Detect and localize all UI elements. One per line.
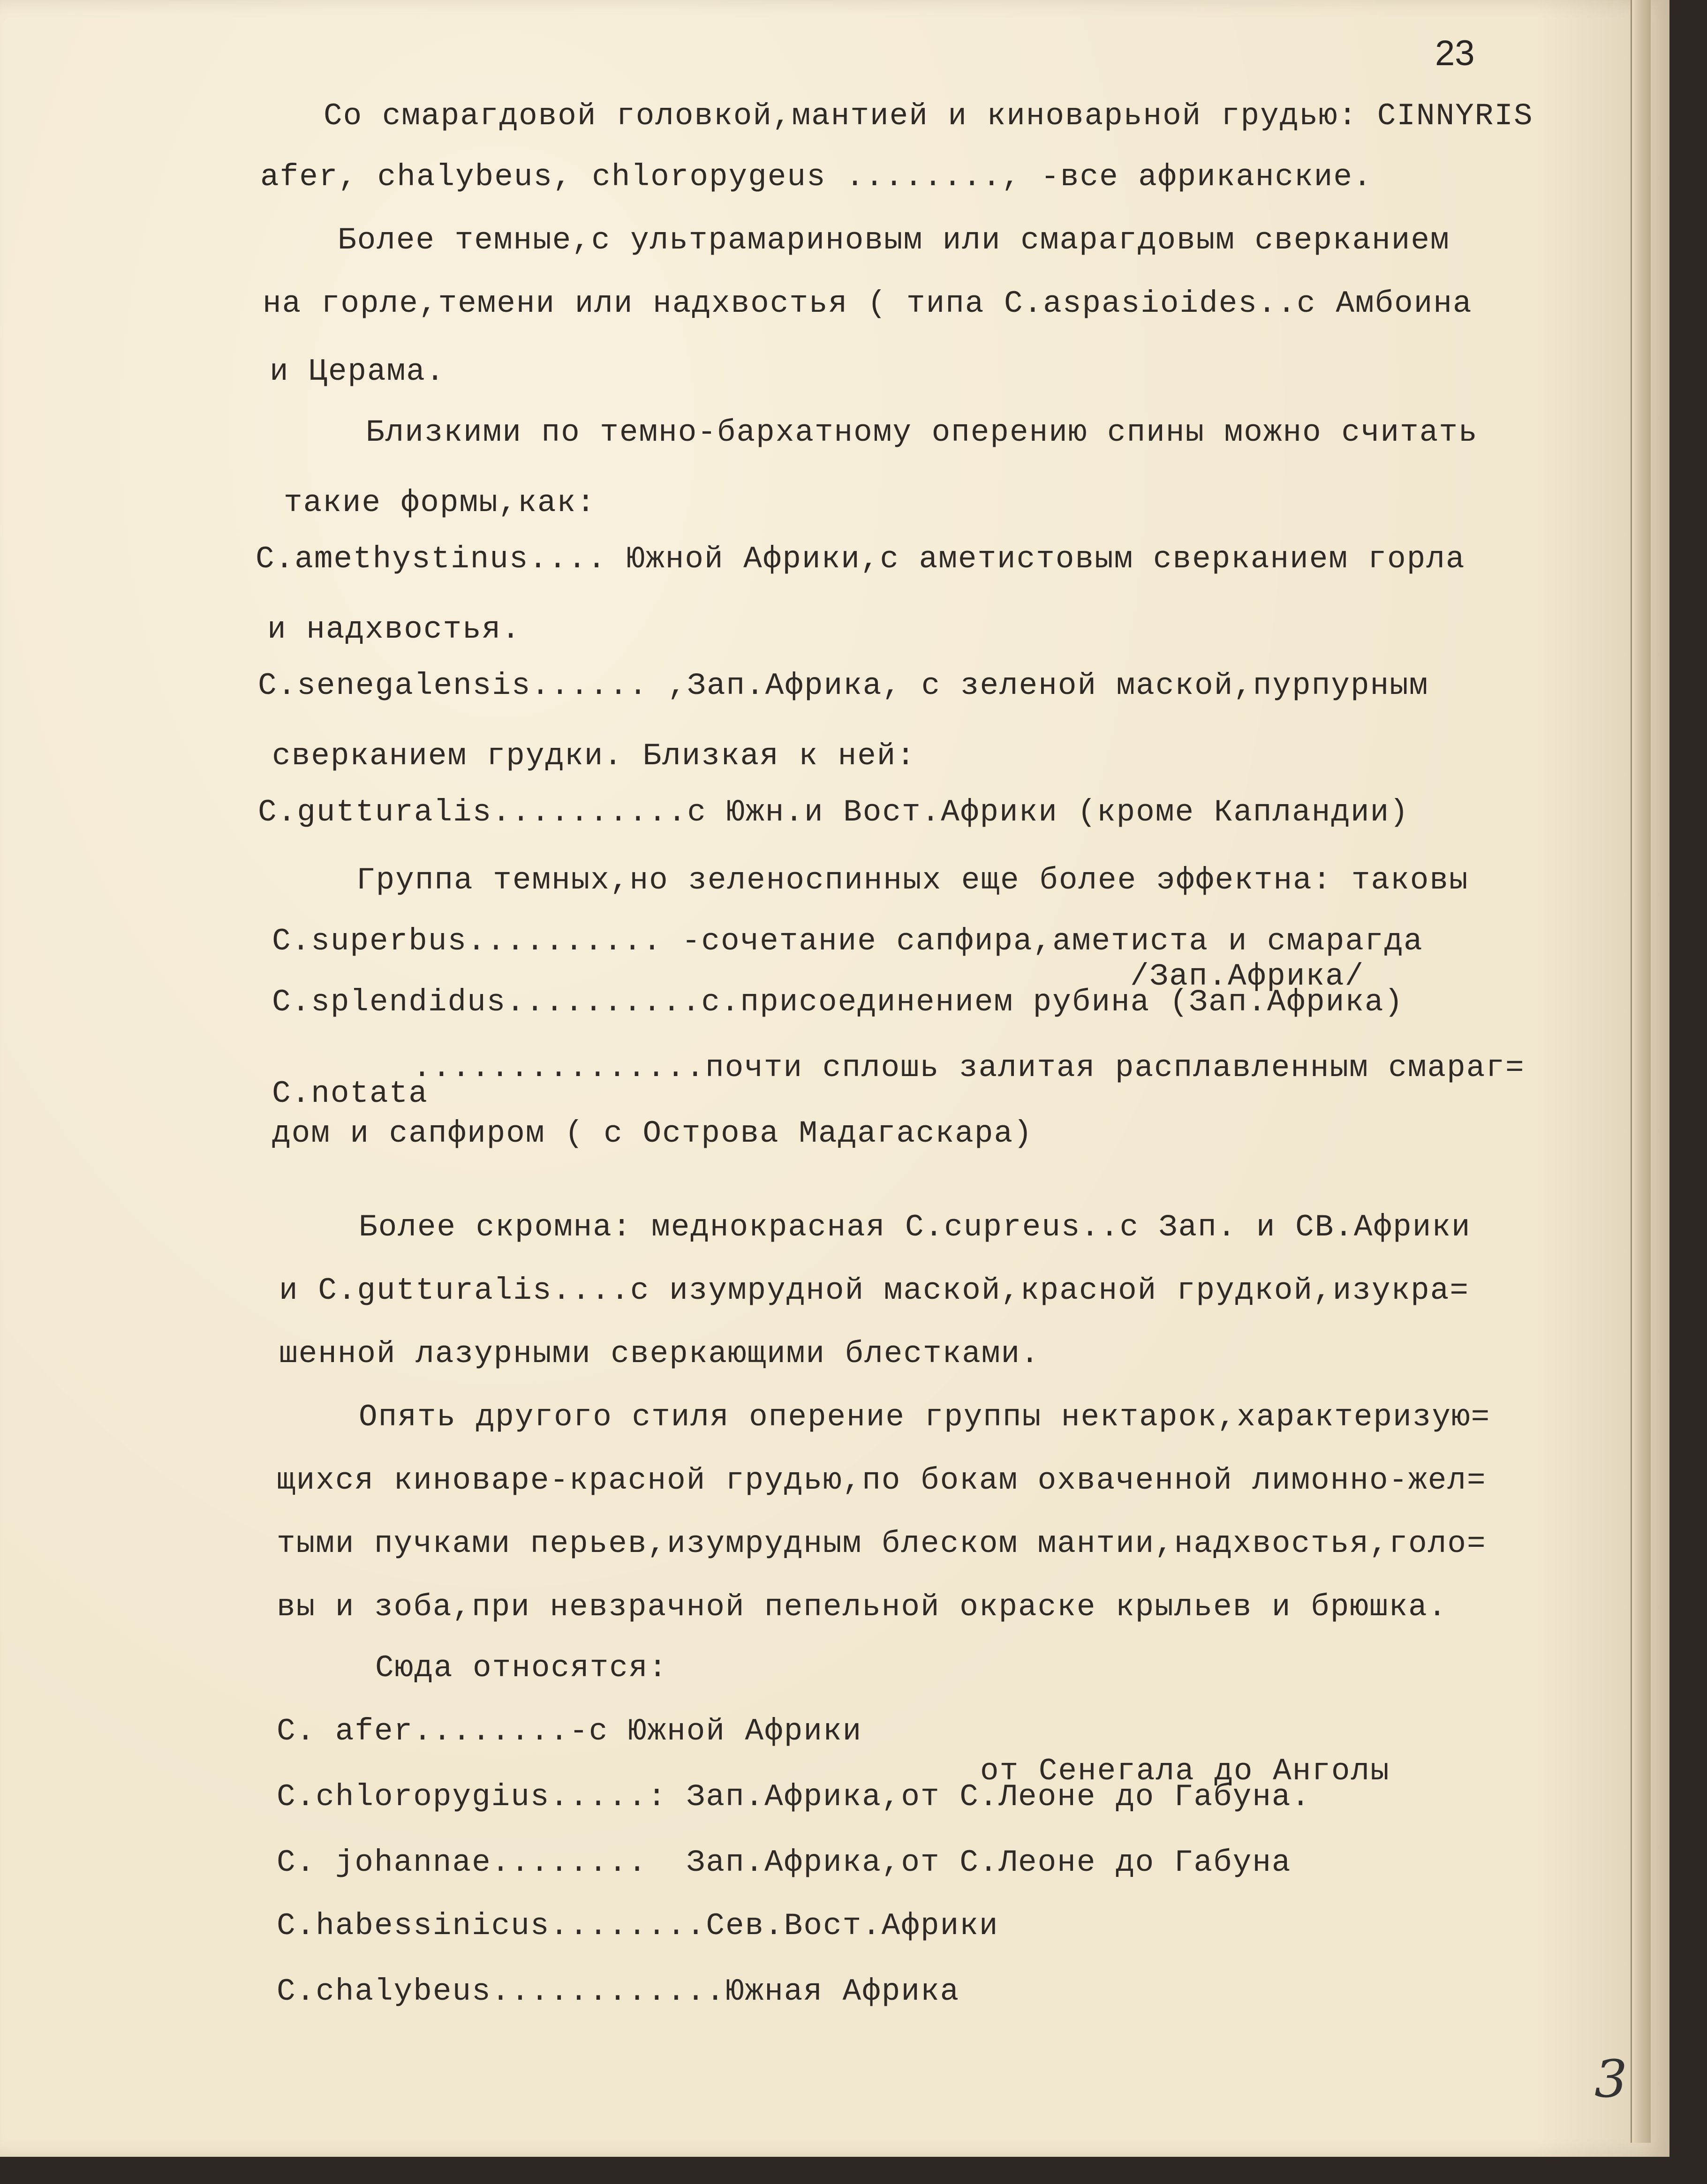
text-line: вы и зоба,при невзрачной пепельной окраске крыльев и брюшка.: [277, 1589, 1448, 1625]
text-line: Опять другого стиля оперение группы нектарок,характеризую=: [359, 1400, 1491, 1435]
text-line: C.chloropygius.....: Зап.Африка,от С.Леоне до Габуна.: [277, 1779, 1311, 1815]
text-line: и надхвостья.: [267, 612, 521, 647]
text-line: Сюда относятся:: [375, 1650, 668, 1686]
text-line: и Церама.: [270, 354, 446, 389]
text-line: C.superbus.......... -сочетание сапфира,аметиста и смарагда: [272, 924, 1423, 959]
text-line: afer, chalybeus, chloropygeus ........, -все африканские.: [260, 159, 1373, 195]
text-line: Более темные,с ультрамариновым или смарагдовым сверканием: [338, 223, 1450, 258]
text-line: C.chalybeus............Южная Африка: [277, 1974, 960, 2009]
text-line: шенной лазурными сверкающими блестками.: [279, 1336, 1040, 1371]
text-line: сверканием грудки. Близкая к ней:: [272, 738, 916, 774]
text-line: щихся киноваре-красной грудью,по бокам охваченной лимонно-жел=: [277, 1463, 1487, 1498]
text-line: Группа темных,но зеленоспинных еще более эффектна: таковы: [356, 863, 1469, 898]
folio-mark: 3: [1594, 2049, 1627, 2109]
text-line: /Зап.Африка/: [1130, 959, 1365, 994]
text-line: такие формы,как:: [284, 485, 596, 520]
text-line: на горле,темени или надхвостья ( типа C.aspasioides..с Амбоина: [263, 286, 1473, 321]
text-line: тыми пучками перьев,изумрудным блеском мантии,надхвостья,голо=: [277, 1526, 1487, 1561]
text-line: C. afer........-с Южной Африки: [277, 1714, 862, 1749]
text-line: C.notata: [272, 1076, 428, 1111]
text-line: C.amethystinus.... Южной Африки,с аметистовым сверканием горла: [256, 542, 1465, 577]
text-line: Со смарагдовой головкой,мантией и киноварьной грудью: CINNYRIS: [324, 98, 1533, 134]
text-line: C.senegalensis...... ,Зап.Африка, с зеленой маской,пурпурным: [258, 668, 1429, 703]
text-line: ...............почти сплошь залитая расплавленным смараг=: [413, 1050, 1525, 1085]
text-line: Более скромна: меднокрасная C.cupreus..с Зап. и СВ.Африки: [359, 1210, 1471, 1245]
text-line: и C.gutturalis....с изумрудной маской,красной грудкой,изукра=: [279, 1273, 1469, 1308]
text-line: C.splendidus..........с.присоединением рубина (Зап.Африка): [272, 985, 1404, 1020]
text-line: от Сенегала до Анголы: [980, 1754, 1390, 1789]
text-line: C.gutturalis..........с Южн.и Вост.Африки (кроме Капландии): [258, 795, 1409, 830]
text-line: дом и сапфиром ( с Острова Мадагаскара): [272, 1116, 1033, 1151]
text-line: Близкими по темно-бархатному оперению спины можно считать: [366, 415, 1478, 450]
text-line: C. johannae........ Зап.Африка,от С.Леоне до Габуна: [277, 1845, 1292, 1880]
page-number: 23: [1435, 33, 1475, 73]
page-edge: [1631, 0, 1651, 2143]
text-line: C.habessinicus........Сев.Вост.Африки: [277, 1908, 999, 1943]
